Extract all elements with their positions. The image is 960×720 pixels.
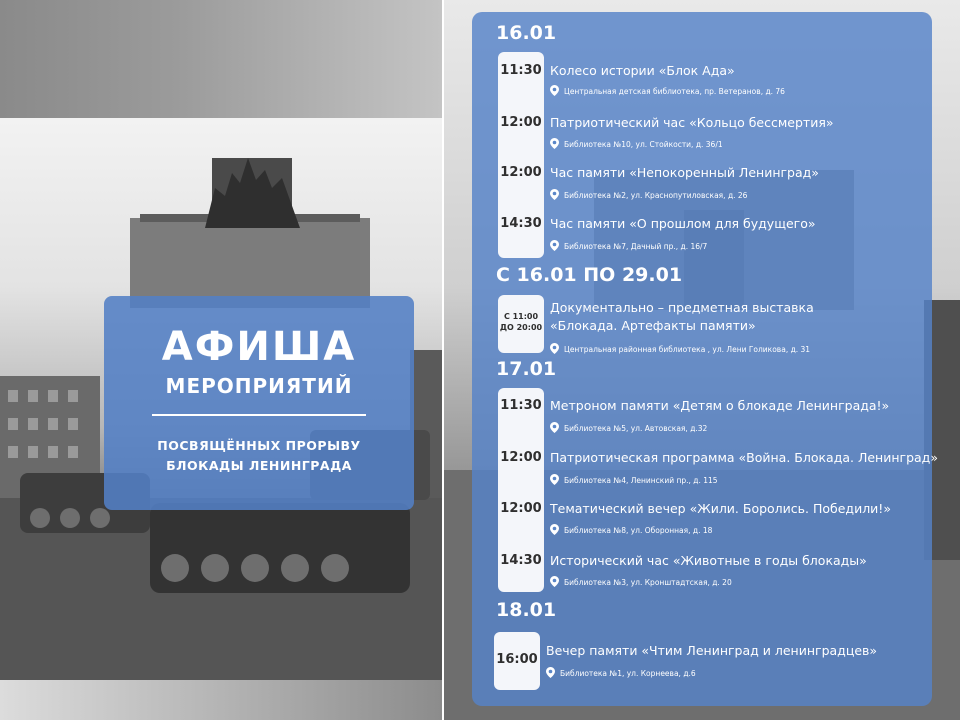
poster-description: [124, 436, 394, 476]
event-time: 16:00: [496, 652, 538, 667]
event-title: Колесо истории «Блок Ада»: [550, 63, 735, 78]
event-title: Метроном памяти «Детям о блокаде Ленинграда!»: [550, 398, 890, 413]
title-panel: [104, 296, 414, 510]
location-pin-icon: [550, 240, 559, 251]
event-title: Час памяти «О прошлом для будущего»: [550, 216, 816, 231]
event-title: Час памяти «Непокоренный Ленинград»: [550, 165, 819, 180]
time-range-start: С 11:00: [503, 312, 539, 321]
poster-title: АФИША: [161, 324, 357, 370]
event-time: 14:30: [500, 553, 542, 568]
event-time: 12:00: [500, 115, 542, 130]
event-location-text: Центральная районная библиотека , ул. Лени Голикова, д. 31: [564, 345, 811, 354]
event-location: [546, 667, 696, 678]
location-pin-icon: [550, 343, 559, 354]
event-location: [550, 85, 785, 96]
event-time: 14:30: [500, 216, 542, 231]
event-location: [550, 189, 747, 200]
event-title: Исторический час «Животные в годы блокады»: [550, 553, 867, 568]
event-location: [550, 138, 723, 149]
location-pin-icon: [550, 576, 559, 587]
event-time: 11:30: [500, 398, 542, 413]
event-title: Патриотическая программа «Война. Блокада. Ленинград»: [550, 450, 938, 465]
event-location: [550, 343, 810, 354]
event-title-line-1: Документально – предметная выставка: [550, 300, 814, 315]
location-pin-icon: [550, 138, 559, 149]
poster-left: [0, 118, 442, 680]
event-title: Патриотический час «Кольцо бессмертия»: [550, 115, 834, 130]
poster-right: [444, 0, 960, 720]
date-heading: 16.01: [496, 22, 557, 44]
event-location-text: Библиотека №2, ул. Краснопутиловская, д. 26: [564, 191, 748, 200]
corner-decoration: [0, 0, 442, 118]
poster-subtitle: МЕРОПРИЯТИЙ: [165, 374, 353, 398]
event-location-text: Библиотека №3, ул. Кронштадтская, д. 20: [564, 578, 732, 587]
event-location: [550, 474, 718, 485]
event-time: 11:30: [500, 63, 542, 78]
location-pin-icon: [550, 85, 559, 96]
event-title: Тематический вечер «Жили. Боролись. Победили!»: [550, 501, 891, 516]
event-time: 12:00: [500, 450, 542, 465]
date-heading: 18.01: [496, 599, 557, 621]
event-location-text: Библиотека №10, ул. Стойкости, д. 36/1: [564, 140, 723, 149]
event-location-text: Библиотека №5, ул. Автовская, д.32: [564, 424, 708, 433]
event-title-line-2: «Блокада. Артефакты памяти»: [550, 318, 756, 333]
schedule-panel: [472, 12, 938, 706]
location-pin-icon: [550, 189, 559, 200]
location-pin-icon: [550, 524, 559, 535]
location-pin-icon: [546, 667, 555, 678]
event-location: [550, 240, 707, 251]
event-location: [550, 524, 712, 535]
event-location-text: Библиотека №7, Дачный пр., д. 16/7: [564, 242, 708, 251]
date-heading: С 16.01 ПО 29.01: [496, 264, 683, 286]
location-pin-icon: [550, 474, 559, 485]
bottom-decoration: [0, 680, 442, 720]
event-time: 12:00: [500, 165, 542, 180]
description-line-2: БЛОКАДЫ ЛЕНИНГРАДА: [166, 458, 352, 473]
title-divider: [152, 414, 366, 416]
event-location: [550, 422, 707, 433]
time-range-end: ДО 20:00: [499, 323, 543, 332]
event-time-range: [498, 311, 544, 333]
description-line-1: ПОСВЯЩЁННЫХ ПРОРЫВУ: [157, 438, 361, 453]
event-location-text: Центральная детская библиотека, пр. Ветеранов, д. 76: [564, 87, 785, 96]
event-location-text: Библиотека №8, ул. Оборонная, д. 18: [564, 526, 713, 535]
date-heading: 17.01: [496, 358, 557, 380]
event-title: [550, 299, 880, 335]
location-pin-icon: [550, 422, 559, 433]
event-location: [550, 576, 732, 587]
event-location-text: Библиотека №4, Ленинский пр., д. 115: [564, 476, 718, 485]
event-title: Вечер памяти «Чтим Ленинград и ленинградцев»: [546, 643, 878, 658]
event-location-text: Библиотека №1, ул. Корнеева, д.6: [560, 669, 696, 678]
event-time: 12:00: [500, 501, 542, 516]
